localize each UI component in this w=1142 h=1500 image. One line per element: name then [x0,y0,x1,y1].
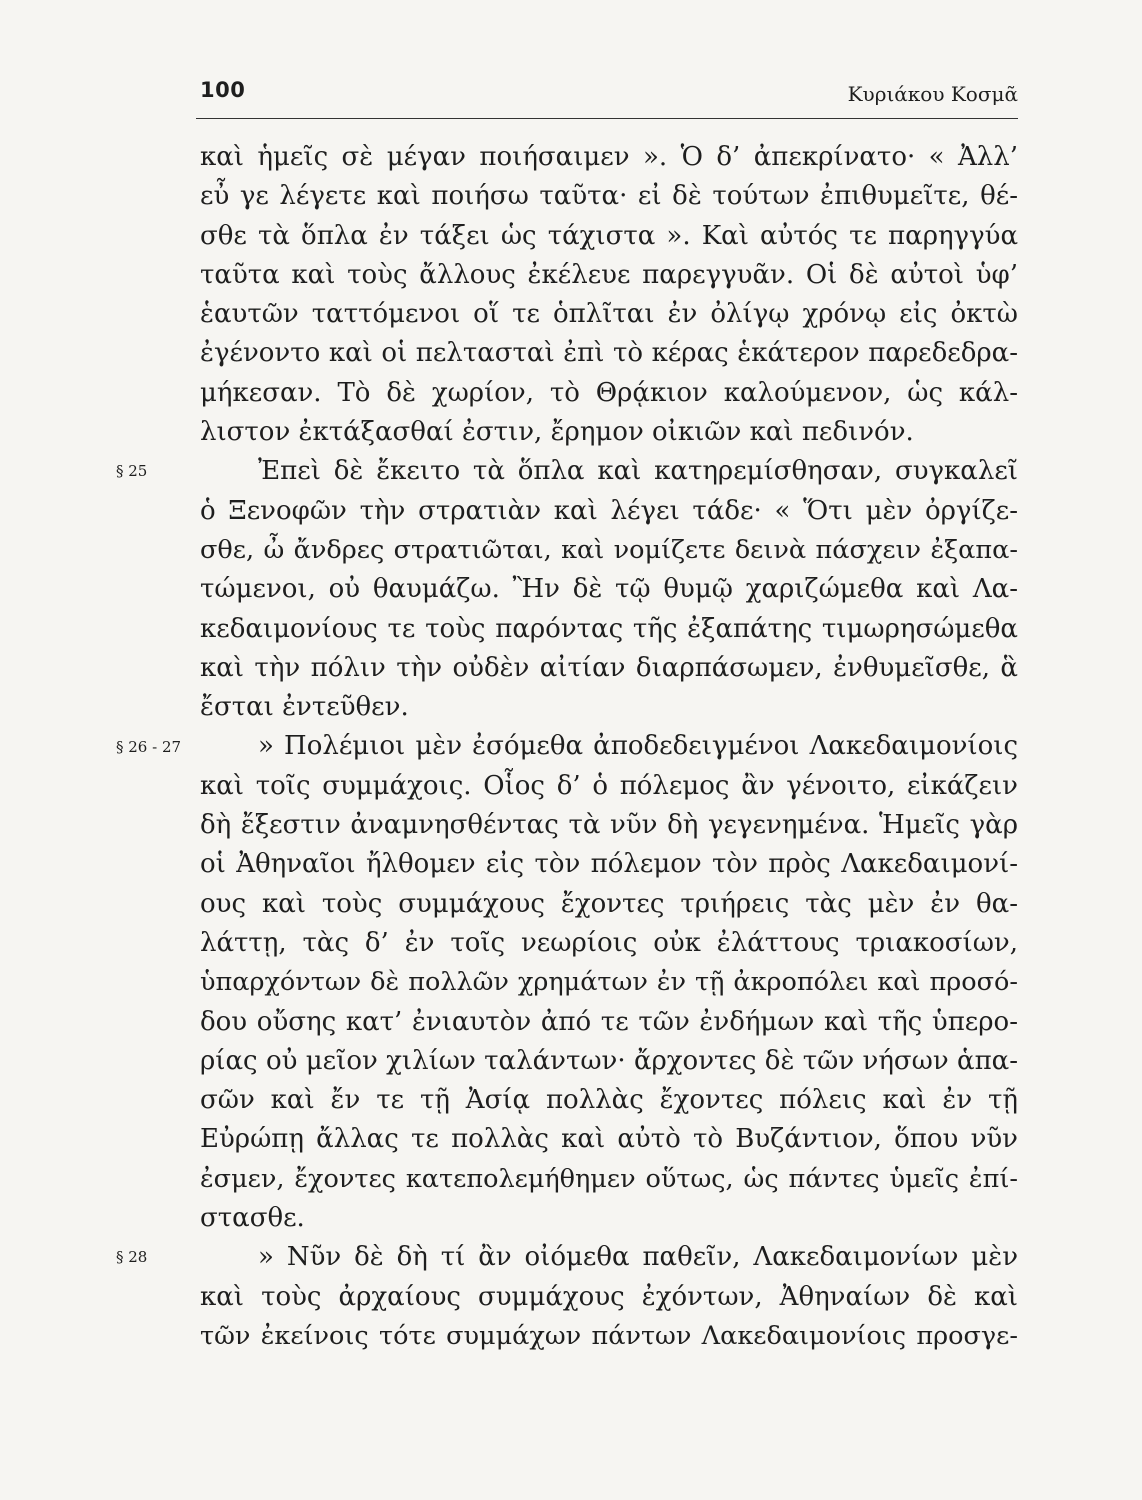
text-line: στασθε. [200,1203,305,1234]
text-line: Ἐπεὶ δὲ ἔκειτο τὰ ὅπλα καὶ κατηρεμίσθησαν, συγκαλεῖ [258,456,1018,487]
text-line: ἐγένοντο καὶ οἱ πελτασταὶ ἐπὶ τὸ κέρας ἑκάτερον παρεδεδρα- [200,338,1018,369]
text-line: σθε, ὦ ἄνδρες στρατιῶται, καὶ νομίζετε δεινὰ πάσχειν ἐξαπα- [200,534,1018,565]
text-line: τώμενοι, οὐ θαυμάζω. Ἢν δὲ τῷ θυμῷ χαριζώμεθα καὶ Λα- [200,574,1018,605]
text-line: ἑαυτῶν ταττόμενοι οἵ τε ὁπλῖται ἐν ὀλίγῳ χρόνῳ εἰς ὀκτὼ [200,299,1018,330]
section-marker: § 26 - 27 [116,737,182,756]
page-header [200,78,1018,114]
text-line: ρίας οὐ μεῖον χιλίων ταλάντων· ἄρχοντες δὲ τῶν νήσων ἁπα- [200,1045,1018,1076]
text-line: καὶ τοῖς συμμάχοις. Οἷος δ’ ὁ πόλεμος ἂν γένοιτο, εἰκάζειν [200,770,1018,801]
text-line: ταῦτα καὶ τοὺς ἄλλους ἐκέλευε παρεγγυᾶν. Οἱ δὲ αὐτοὶ ὑφ’ [200,259,1018,290]
section-marker: § 28 [116,1248,148,1267]
text-line: ὁ Ξενοφῶν τὴν στρατιὰν καὶ λέγει τάδε· « Ὅτι μὲν ὀργίζε- [200,495,1018,526]
text-line: ἔσται ἐντεῦθεν. [200,692,409,723]
text-line: λιστον ἐκτάξασθαί ἐστιν, ἔρημον οἰκιῶν καὶ πεδινόν. [200,417,914,448]
text-line: καὶ τὴν πόλιν τὴν οὐδὲν αἰτίαν διαρπάσωμεν, ἐνθυμεῖσθε, ἃ [200,652,1018,683]
text-line: » Νῦν δὲ δὴ τί ἂν οἰόμεθα παθεῖν, Λακεδαιμονίων μὲν [258,1242,1018,1273]
text-line: Εὐρώπῃ ἄλλας τε πολλὰς καὶ αὐτὸ τὸ Βυζάντιον, ὅπου νῦν [200,1124,1018,1155]
header-rule [196,118,1018,119]
text-line: ἐσμεν, ἔχοντες κατεπολεμήθημεν οὕτως, ὡς πάντες ὑμεῖς ἐπί- [200,1163,1018,1194]
text-line: ὑπαρχόντων δὲ πολλῶν χρημάτων ἐν τῇ ἀκροπόλει καὶ προσό- [200,967,1018,998]
text-line: » Πολέμιοι μὲν ἐσόμεθα ἀποδεδειγμένοι Λακεδαιμονίοις [258,731,1018,762]
text-line: δου οὔσης κατ’ ἐνιαυτὸν ἀπό τε τῶν ἐνδήμων καὶ τῆς ὑπερο- [200,1006,1018,1037]
text-line: τῶν ἐκείνοις τότε συμμάχων πάντων Λακεδαιμονίοις προσγε- [200,1320,1018,1351]
page-number: 100 [200,78,246,102]
text-line: καὶ τοὺς ἀρχαίους συμμάχους ἐχόντων, Ἀθηναίων δὲ καὶ [200,1281,1018,1312]
section-marker: § 25 [116,462,148,481]
text-line: μήκεσαν. Τὸ δὲ χωρίον, τὸ Θρᾴκιον καλούμενον, ὡς κάλ- [200,377,1018,408]
body-text [116,138,1018,1356]
text-line: οἱ Ἀθηναῖοι ἤλθομεν εἰς τὸν πόλεμον τὸν πρὸς Λακεδαιμονί- [200,849,1018,880]
text-line: ους καὶ τοὺς συμμάχους ἔχοντες τριήρεις τὰς μὲν ἐν θα- [200,888,1018,919]
text-line: καὶ ἡμεῖς σὲ μέγαν ποιήσαιμεν ». Ὁ δ’ ἀπεκρίνατο· « Ἀλλ’ [200,142,1018,172]
text-line: λάττῃ, τὰς δ’ ἐν τοῖς νεωρίοις οὐκ ἐλάττους τριακοσίων, [200,927,1018,958]
running-head: Κυριάκου Κοσμᾶ [847,82,1018,106]
text-line: σῶν καὶ ἔν τε τῇ Ἀσίᾳ πολλὰς ἔχοντες πόλεις καὶ ἐν τῇ [200,1085,1018,1116]
text-line: κεδαιμονίους τε τοὺς παρόντας τῆς ἐξαπάτης τιμωρησώμεθα [200,613,1018,644]
text-line: σθε τὰ ὅπλα ἐν τάξει ὡς τάχιστα ». Καὶ αὐτός τε παρηγγύα [200,220,1018,251]
text-line: εὖ γε λέγετε καὶ ποιήσω ταῦτα· εἰ δὲ τούτων ἐπιθυμεῖτε, θέ- [200,181,1018,212]
text-line: δὴ ἔξεστιν ἀναμνησθέντας τὰ νῦν δὴ γεγενημένα. Ἡμεῖς γὰρ [200,810,1018,841]
